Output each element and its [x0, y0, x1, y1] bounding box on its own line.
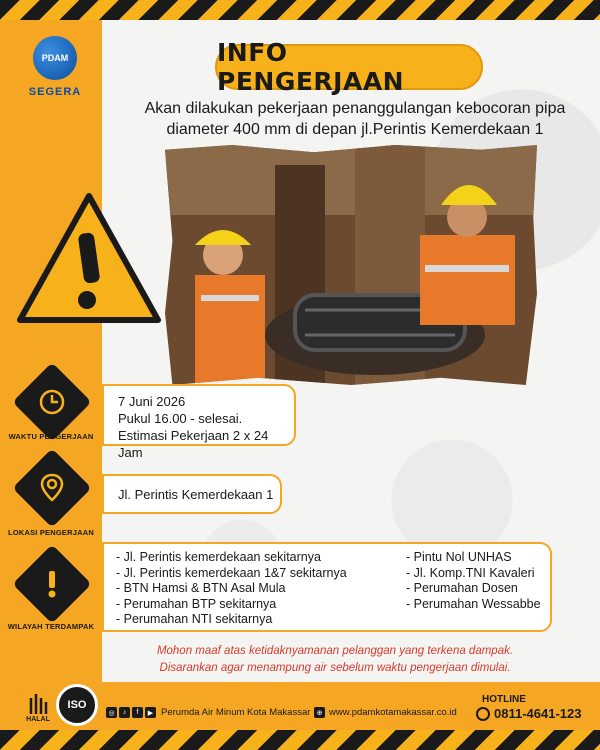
page-subtitle: Akan dilakukan pekerjaan penanggulangan kebocoran pipa diameter 400 mm di depan jl.Perintis Kemerdekaan 1	[144, 100, 566, 138]
list-item: - Jl. Perintis kemerdekaan 1&7 sekitarnya	[116, 565, 347, 580]
hazard-stripe-bottom	[0, 730, 600, 750]
waktu-box	[102, 384, 296, 460]
logo-emblem	[33, 36, 77, 80]
apology-line-2: Disarankan agar menampung air sebelum waktu pengerjaan dimulai.	[159, 662, 511, 674]
waktu-date: 7 Juni 2026	[118, 394, 186, 409]
list-item: - Perumahan BTP sekitarnya	[116, 596, 277, 611]
wilayah-list-left	[116, 550, 406, 630]
wilayah-list-right	[406, 550, 541, 630]
wilayah-box	[102, 542, 552, 632]
page-title: INFO PENGERJAAN	[215, 44, 483, 90]
waktu-estimate: Estimasi Pekerjaan 2 x 24 Jam	[118, 428, 269, 460]
lokasi-value: Jl. Perintis Kemerdekaan 1	[118, 487, 274, 502]
work-photo	[165, 145, 537, 385]
waktu-label: WAKTU PENGERJAAN	[8, 432, 94, 441]
youtube-icon[interactable]: ▶	[145, 707, 156, 718]
halal-icon	[27, 690, 49, 716]
website-link[interactable]	[314, 707, 457, 718]
brand-name: SEGERA	[28, 86, 82, 98]
lokasi-box	[102, 474, 282, 514]
wilayah-label: WILAYAH TERDAMPAK	[7, 622, 95, 631]
globe-icon: ⊕	[314, 707, 325, 718]
halal-badge	[20, 690, 56, 723]
list-item: - Jl. Perintis kemerdekaan sekitarnya	[116, 550, 321, 564]
clock-icon-badge	[12, 362, 91, 441]
social-handle: Perumda Air Minum Kota Makassar	[161, 707, 311, 718]
list-item: - Perumahan Wessabbe	[406, 596, 541, 611]
hazard-stripe-top	[0, 0, 600, 20]
iso-text: ISO	[67, 699, 87, 711]
apology-line-1: Mohon maaf atas ketidaknyamanan pelanggan yang terkena dampak.	[156, 645, 514, 657]
facebook-icon[interactable]: f	[132, 707, 143, 718]
list-item: - BTN Hamsi & BTN Asal Mula	[116, 581, 286, 595]
list-item: - Jl. Komp.TNI Kavaleri	[406, 565, 535, 580]
website-url[interactable]: www.pdamkotamakassar.co.id	[329, 707, 457, 718]
hotline-label: HOTLINE	[482, 694, 526, 705]
list-item: - Perumahan NTI sekitarnya	[116, 612, 273, 626]
pdam-logo	[20, 36, 90, 98]
warning-icon	[14, 188, 164, 328]
exclamation-icon-badge	[12, 544, 91, 623]
tiktok-icon[interactable]: ♪	[119, 707, 130, 718]
waktu-time: Pukul 16.00 - selesai.	[118, 411, 243, 426]
apology-note	[130, 643, 540, 677]
whatsapp-icon	[476, 707, 490, 721]
instagram-icon[interactable]: ◎	[106, 707, 117, 718]
logo-text: PDAM	[41, 53, 69, 63]
hotline-number-row[interactable]	[476, 706, 581, 721]
halal-text: HALAL	[26, 716, 50, 723]
location-pin-icon	[38, 472, 66, 504]
hotline-number[interactable]: 0811-4641-123	[494, 706, 582, 721]
list-item: - Perumahan Dosen	[406, 581, 518, 595]
clock-icon	[37, 387, 67, 417]
exclamation-icon	[45, 569, 59, 599]
list-item: - Pintu Nol UNHAS	[406, 550, 512, 564]
iso-badge	[56, 684, 98, 726]
location-icon-badge	[12, 448, 91, 527]
hotline	[476, 694, 581, 721]
lokasi-label: LOKASI PENGERJAAN	[8, 528, 94, 537]
social-links	[106, 707, 310, 718]
